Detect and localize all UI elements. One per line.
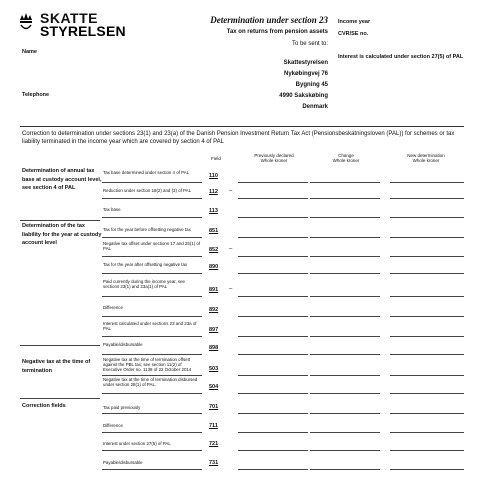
row-divider (102, 182, 202, 183)
intro-text: Correction to determination under sections 23(1) and 23(a) of the Danish Pension Investment Return Tax Act (Pensionsbeskatningsloven (PAL)) for schemes or tax liability terminated in the income year which are covered by section 4 of PAL (22, 131, 455, 145)
new-determination-input[interactable] (390, 375, 464, 376)
section-divider (20, 345, 100, 346)
address-line: Skattestyrelsen (283, 60, 328, 66)
row-divider (102, 273, 202, 274)
new-determination-input[interactable] (390, 296, 464, 297)
field-number: 110 (209, 173, 218, 179)
new-determination-input[interactable] (390, 354, 464, 355)
change-input[interactable] (310, 336, 380, 337)
address-line: 4990 Sakskøbing (279, 93, 328, 99)
minus-sign: – (229, 286, 233, 292)
row-label: Tax paid previously (103, 405, 141, 410)
section-label: Determination of annual tax base at custody account level, see section 4 of PAL (22, 168, 102, 191)
row-label: Difference (103, 305, 123, 310)
row-divider (102, 256, 202, 257)
skattestyrelsen-logo (18, 10, 128, 38)
previously-declared-input[interactable] (238, 237, 308, 238)
income-year-label: Income year (338, 19, 371, 25)
previously-declared-input[interactable] (238, 469, 308, 470)
crown-icon (18, 12, 34, 32)
new-determination-input[interactable] (390, 316, 464, 317)
field-number: 721 (209, 441, 219, 447)
address-block (230, 58, 328, 113)
previously-declared-input[interactable] (238, 450, 308, 451)
change-input[interactable] (310, 182, 380, 183)
new-determination-input[interactable] (390, 217, 464, 218)
new-determination-head: New determination Whole kroner (407, 153, 445, 164)
cvr-label: CVR/SE no. (338, 31, 369, 37)
previously-declared-input[interactable] (238, 182, 308, 183)
row-divider (102, 217, 202, 218)
name-label: Name (22, 49, 37, 55)
previously-declared-input[interactable] (238, 217, 308, 218)
previously-declared-input[interactable] (238, 354, 308, 355)
field-number: 504 (209, 384, 219, 390)
field-number: 890 (209, 264, 219, 270)
new-determination-input[interactable] (390, 198, 464, 199)
row-label: Negative tax at the time of termination disbursed under section 28(1) of PAL. (103, 377, 198, 388)
change-input[interactable] (310, 296, 380, 297)
previously-declared-input[interactable] (238, 375, 308, 376)
change-input[interactable] (310, 469, 380, 470)
row-divider (102, 316, 202, 317)
new-determination-input[interactable] (390, 336, 464, 337)
previously-declared-input[interactable] (238, 316, 308, 317)
previously-declared-input[interactable] (238, 273, 308, 274)
row-label: Payable/disbursable (103, 460, 143, 465)
field-number: 731 (209, 460, 219, 466)
row-label: Reduction under section 18(2) and (3) of PAL (103, 188, 192, 193)
change-input[interactable] (310, 256, 380, 257)
interest-note: Interest is calculated under section 27(5) of PAL (338, 54, 464, 60)
change-input[interactable] (310, 413, 380, 414)
row-label: Interest calculated under sections 23 and 23a of PAL (103, 321, 197, 332)
form-subtitle: Tax on returns from pension assets (226, 29, 328, 35)
sent-to-label: To be sent to: (291, 41, 328, 47)
row-label: Payable/disbursable (103, 342, 143, 347)
section-label: Determination of the tax liability for the year at custody account level (22, 223, 102, 246)
change-input[interactable] (310, 273, 380, 274)
field-number: 891 (209, 287, 219, 293)
row-label: Paid currently during the income year, see sections 23(1) and 23a(1) of PAL (103, 279, 186, 290)
row-divider (102, 296, 202, 297)
row-label: Tax for the year before offsetting negative tax (103, 227, 191, 232)
new-determination-input[interactable] (390, 393, 464, 394)
row-divider (102, 336, 202, 337)
row-divider (102, 375, 202, 376)
change-input[interactable] (310, 432, 380, 433)
form-title: Determination under section 23 (210, 15, 328, 25)
previously-declared-head: Previously declared Whole kroner (254, 153, 294, 164)
change-input[interactable] (310, 316, 380, 317)
change-head: Change Whole kroner (332, 153, 360, 164)
address-line: Nykøbingvej 76 (283, 71, 328, 77)
change-input[interactable] (310, 393, 380, 394)
row-label: Negative tax at the time of termination offsett against the PBL tax; see section 11(2) of Executive Order no. 1138 of 22 October 2014 (103, 357, 192, 373)
change-input[interactable] (310, 375, 380, 376)
row-label: Difference (103, 423, 123, 428)
previously-declared-input[interactable] (238, 413, 308, 414)
logo-text-line1: SKATTE (40, 10, 98, 26)
row-divider (102, 198, 202, 199)
field-number: 892 (209, 307, 219, 313)
row-label: Tax for the year after offsetting negative tax (103, 262, 188, 267)
field-number: 701 (209, 404, 219, 410)
row-divider (102, 469, 202, 470)
previously-declared-input[interactable] (238, 393, 308, 394)
previously-declared-input[interactable] (238, 432, 308, 433)
row-label: Interest under section 27(5) of PAL (103, 441, 171, 446)
field-number: 711 (209, 423, 218, 429)
previously-declared-input[interactable] (238, 256, 308, 257)
section-label: Correction fields (22, 403, 66, 409)
new-determination-input[interactable] (390, 469, 464, 470)
change-input[interactable] (310, 450, 380, 451)
section-divider (20, 398, 100, 399)
new-determination-input[interactable] (390, 237, 464, 238)
new-determination-input[interactable] (390, 182, 464, 183)
address-line: Denmark (302, 104, 328, 110)
new-determination-input[interactable] (390, 413, 464, 414)
row-divider (102, 413, 202, 414)
change-input[interactable] (310, 237, 380, 238)
telephone-label: Telephone (22, 92, 50, 98)
row-divider (102, 450, 202, 451)
row-divider (102, 393, 202, 394)
logo-text-line2: STYRELSEN (40, 23, 126, 39)
field-number: 851 (209, 228, 219, 234)
section-label: Negative tax at the time of termination (22, 359, 91, 374)
row-divider (102, 354, 202, 355)
row-divider (102, 237, 202, 238)
field-number: 112 (209, 189, 218, 195)
new-determination-input[interactable] (390, 450, 464, 451)
address-line: Bygning 45 (295, 82, 328, 88)
field-number: 898 (209, 345, 219, 351)
new-determination-input[interactable] (390, 432, 464, 433)
minus-sign: – (229, 188, 233, 194)
row-label: Tax base determined under section 4 of PAL (103, 170, 190, 175)
previously-declared-input[interactable] (238, 336, 308, 337)
row-label: Negative tax offset under sections 17 and 25(1) of PAL (103, 241, 201, 252)
field-number: 113 (209, 208, 218, 214)
new-determination-input[interactable] (390, 273, 464, 274)
new-determination-input[interactable] (390, 256, 464, 257)
field-number: 503 (209, 366, 219, 372)
previously-declared-input[interactable] (238, 296, 308, 297)
change-input[interactable] (310, 354, 380, 355)
row-label: Tax base (103, 207, 121, 212)
change-input[interactable] (310, 198, 380, 199)
field-column-head: Field (211, 156, 221, 161)
minus-sign: – (229, 246, 233, 252)
row-divider (102, 432, 202, 433)
field-number: 897 (209, 327, 219, 333)
section-divider (20, 220, 100, 221)
header-divider (20, 126, 464, 127)
previously-declared-input[interactable] (238, 198, 308, 199)
field-number: 852 (209, 247, 219, 253)
change-input[interactable] (310, 217, 380, 218)
